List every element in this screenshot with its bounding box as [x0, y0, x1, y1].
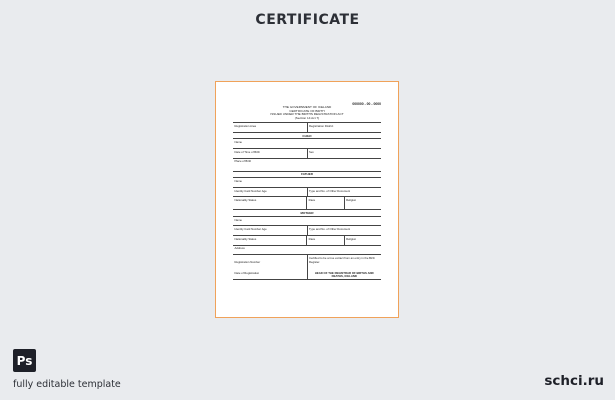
field-label: Identity Card Number Age — [234, 227, 267, 232]
mother-id-row — [233, 226, 381, 236]
brand-watermark: schci.ru — [544, 373, 604, 389]
father-id-row — [233, 188, 381, 198]
field-label: Sex — [307, 149, 382, 158]
header-line: (Section 14 Act 7) — [294, 115, 320, 120]
certificate-preview — [215, 81, 399, 318]
certificate-number: 000000 - 00 - 0000 — [352, 102, 381, 106]
signatory-title: HEAD OF THE REGISTRAR OF BIRTHS AND DEATHS, ICELAND — [314, 270, 374, 279]
child-dob-row — [233, 149, 381, 159]
registration-footer — [233, 255, 381, 280]
field-label: Type and No. of Other Document — [307, 226, 382, 235]
field-label: Date of Time of Birth — [234, 149, 260, 154]
section-heading-mother: MOTHER — [233, 210, 381, 217]
certification-text: Certified to be a true extract from an entry in the Birth Register. — [309, 256, 375, 265]
header-line: CERTIFICATE OF BIRTH — [289, 108, 325, 113]
certificate-document — [233, 102, 381, 280]
child-name-row — [233, 139, 381, 149]
registration-row — [233, 123, 381, 133]
certificate-header — [233, 106, 381, 120]
field-label: Name — [234, 217, 242, 222]
template-caption: fully editable template — [13, 379, 121, 390]
section-heading-father: FATHER — [233, 172, 381, 179]
field-label: Race — [306, 236, 343, 245]
mother-name-row — [233, 217, 381, 227]
header-line: ISSUED UNDER THE BIRTHS REGISTRATION ACT — [270, 112, 344, 117]
field-label: Date of Registration — [234, 270, 260, 275]
photoshop-icon: Ps — [13, 349, 36, 372]
field-label: Nationality Status — [234, 236, 257, 241]
address-row — [233, 246, 381, 256]
field-label: Registration Area — [234, 124, 256, 129]
field-label: Registration Number — [234, 259, 261, 264]
page-title: CERTIFICATE — [255, 12, 360, 28]
mother-status-row — [233, 236, 381, 246]
field-label: Name — [234, 140, 242, 145]
field-label: Identity Card Number Age — [234, 188, 267, 193]
field-label: Nationality Status — [234, 198, 257, 203]
father-name-row — [233, 178, 381, 188]
field-label: Place of Birth — [234, 159, 252, 164]
child-place-row — [233, 159, 381, 172]
certificate-form — [233, 122, 381, 280]
field-label: Registration District — [307, 123, 382, 132]
field-label: Religion — [344, 197, 381, 209]
field-label: Type and No. of Other Document — [307, 188, 382, 197]
field-label: Name — [234, 178, 242, 183]
section-heading-child: CHILD — [233, 133, 381, 140]
father-status-row — [233, 197, 381, 210]
field-label: Race — [306, 197, 343, 209]
field-label: Religion — [344, 236, 381, 245]
header-line: THE GOVERNMENT OF ICELAND — [282, 105, 332, 109]
field-label: Address — [234, 246, 245, 251]
